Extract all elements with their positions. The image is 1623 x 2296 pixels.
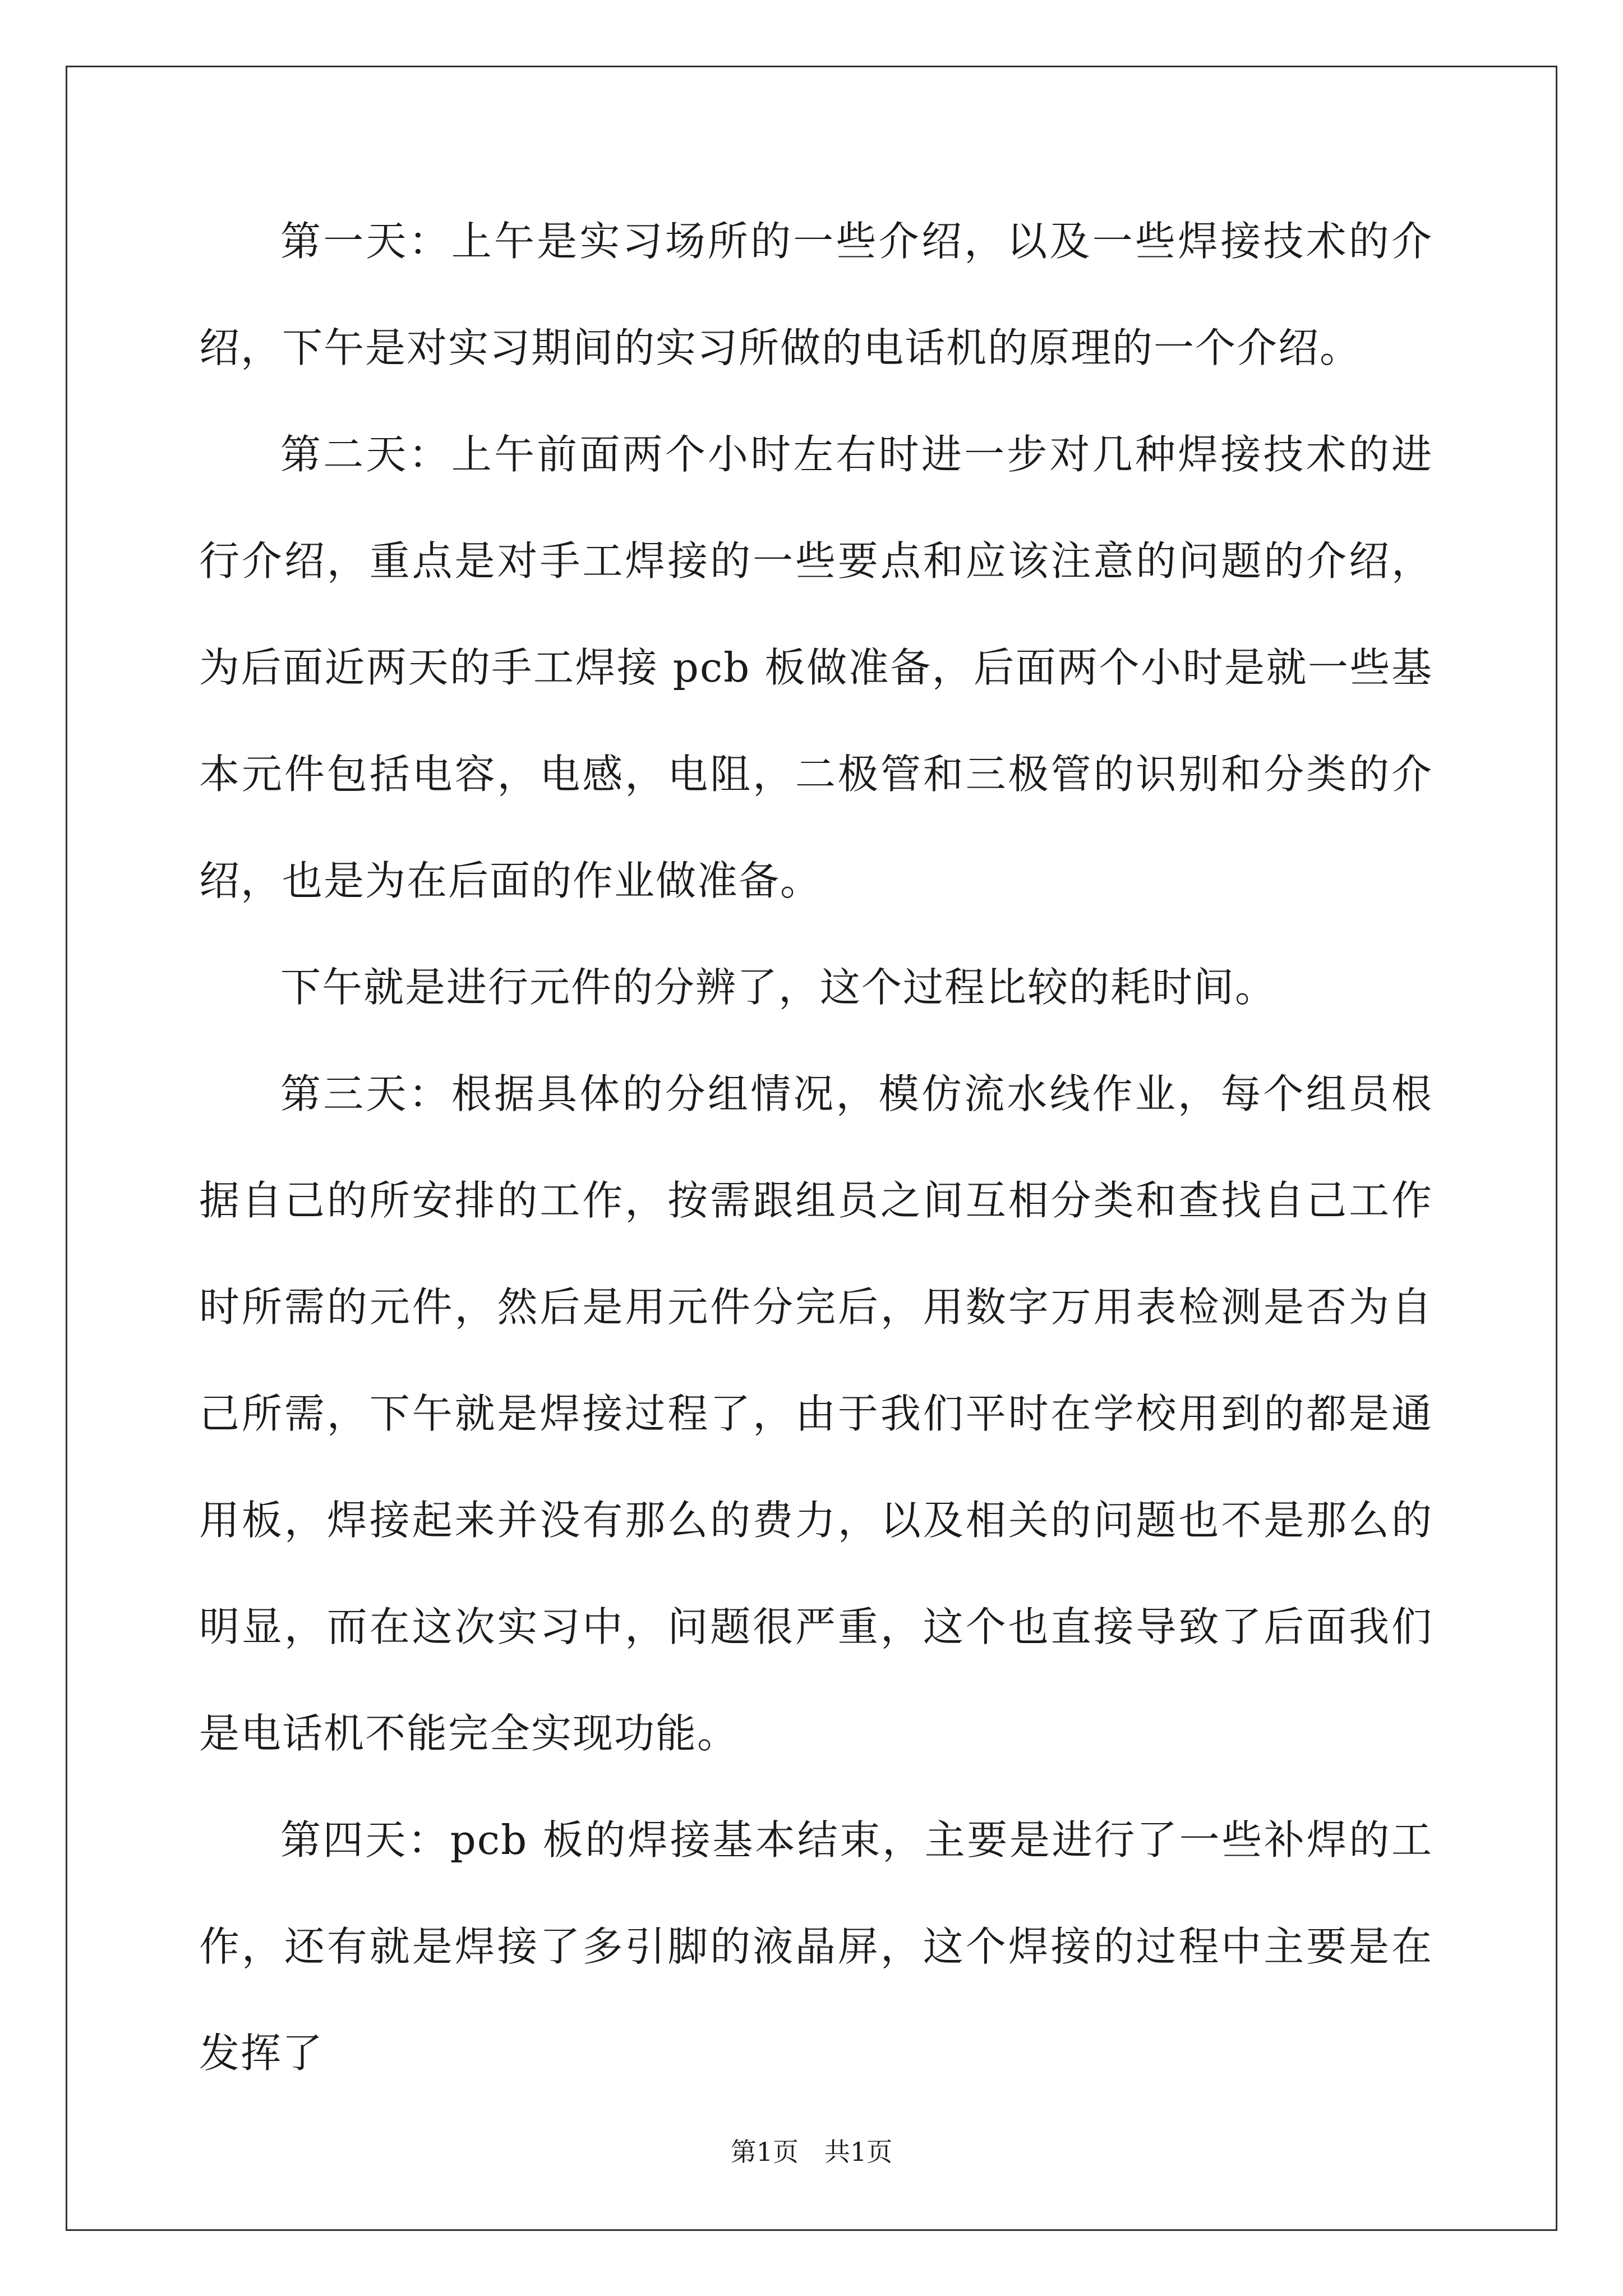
page-number-total: 共1页 bbox=[824, 2137, 893, 2167]
paragraph-day-two: 第二天：上午前面两个小时左右时进一步对几种焊接技术的进行介绍，重点是对手工焊接的一些要点和应该注意的问题的介绍，为后面近两天的手工焊接 pcb 板做准备，后面两个小时是就一些基本元件包括电容，电感，电阻，二极管和三极管的识别和分类的介绍，也是为在后面的作业做准备。 bbox=[199, 431, 1433, 904]
page-number-current: 第1页 bbox=[730, 2137, 799, 2167]
document-body bbox=[199, 188, 1433, 2106]
page-footer bbox=[0, 2132, 1623, 2169]
paragraph-day-two-afternoon: 下午就是进行元件的分辨了，这个过程比较的耗时间。 bbox=[280, 964, 1277, 1011]
paragraph-day-one: 第一天：上午是实习场所的一些介绍，以及一些焊接技术的介绍，下午是对实习期间的实习所做的电话机的原理的一个介绍。 bbox=[199, 218, 1433, 371]
paragraph-day-three: 第三天：根据具体的分组情况，模仿流水线作业，每个组员根据自己的所安排的工作，按需跟组员之间互相分类和查找自己工作时所需的元件，然后是用元件分完后，用数字万用表检测是否为自己所需，下午就是焊接过程了，由于我们平时在学校用到的都是通用板，焊接起来并没有那么的费力，以及相关的问题也不是那么的明显，而在这次实习中，问题很严重，这个也直接导致了后面我们是电话机不能完全实现功能。 bbox=[199, 1070, 1433, 1757]
paragraph-day-four: 第四天：pcb 板的焊接基本结束，主要是进行了一些补焊的工作，还有就是焊接了多引脚的液晶屏，这个焊接的过程中主要是在发挥了 bbox=[199, 1816, 1433, 2077]
